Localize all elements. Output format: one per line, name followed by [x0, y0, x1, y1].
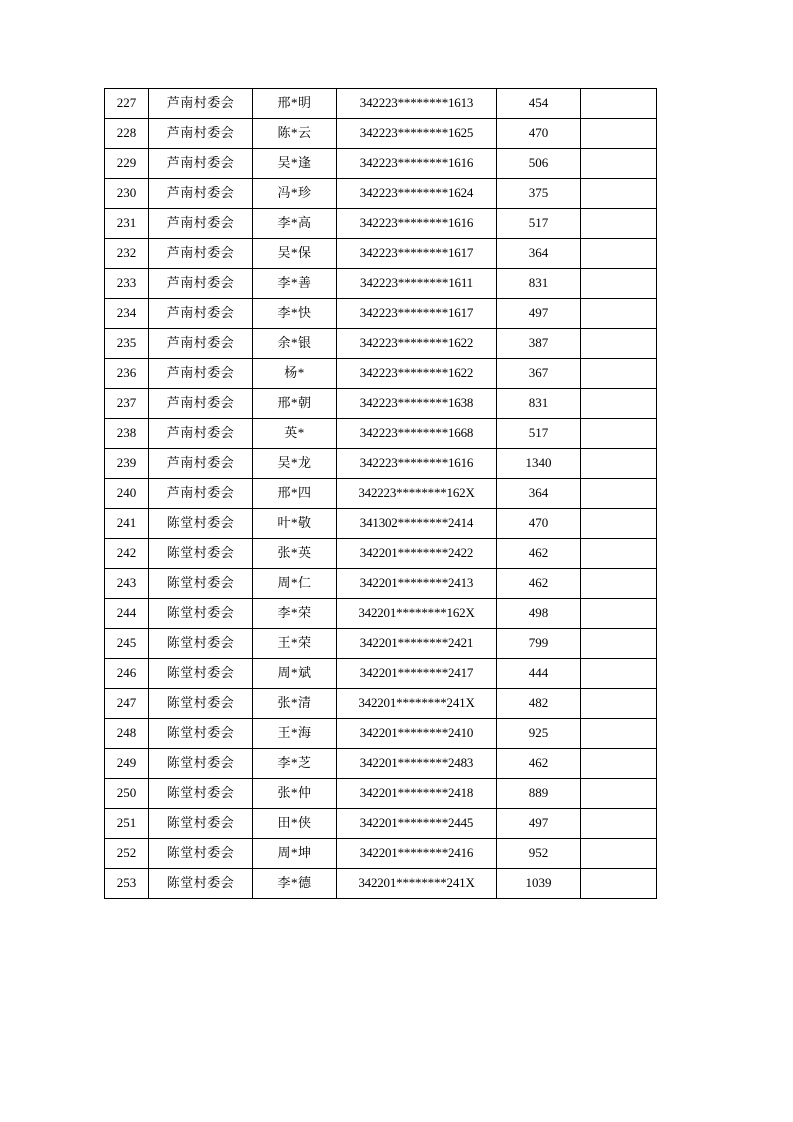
- cell-index: 239: [105, 449, 149, 479]
- table-row: [105, 839, 657, 869]
- cell-id: 341302********2414: [337, 509, 497, 539]
- cell-note: [581, 689, 657, 719]
- cell-org: 陈堂村委会: [149, 689, 253, 719]
- table-row: [105, 389, 657, 419]
- cell-amount: 364: [497, 479, 581, 509]
- cell-amount: 506: [497, 149, 581, 179]
- table-row: [105, 299, 657, 329]
- table-row: [105, 419, 657, 449]
- beneficiary-table: [104, 88, 657, 899]
- cell-index: 252: [105, 839, 149, 869]
- cell-index: 238: [105, 419, 149, 449]
- cell-org: 芦南村委会: [149, 359, 253, 389]
- cell-note: [581, 269, 657, 299]
- cell-name: 张*英: [253, 539, 337, 569]
- cell-name: 王*海: [253, 719, 337, 749]
- beneficiary-table-container: [104, 88, 656, 899]
- cell-org: 陈堂村委会: [149, 749, 253, 779]
- cell-index: 228: [105, 119, 149, 149]
- cell-id: 342223********1616: [337, 149, 497, 179]
- cell-note: [581, 749, 657, 779]
- table-row: [105, 179, 657, 209]
- cell-name: 田*侠: [253, 809, 337, 839]
- cell-amount: 517: [497, 419, 581, 449]
- cell-index: 248: [105, 719, 149, 749]
- cell-id: 342223********1624: [337, 179, 497, 209]
- cell-id: 342201********2483: [337, 749, 497, 779]
- cell-org: 陈堂村委会: [149, 809, 253, 839]
- cell-org: 芦南村委会: [149, 239, 253, 269]
- cell-amount: 367: [497, 359, 581, 389]
- cell-note: [581, 839, 657, 869]
- cell-org: 陈堂村委会: [149, 599, 253, 629]
- cell-name: 李*荣: [253, 599, 337, 629]
- cell-name: 周*坤: [253, 839, 337, 869]
- cell-amount: 831: [497, 269, 581, 299]
- cell-note: [581, 539, 657, 569]
- cell-id: 342201********241X: [337, 689, 497, 719]
- cell-name: 冯*珍: [253, 179, 337, 209]
- cell-org: 芦南村委会: [149, 209, 253, 239]
- cell-index: 247: [105, 689, 149, 719]
- cell-name: 叶*敬: [253, 509, 337, 539]
- cell-org: 陈堂村委会: [149, 629, 253, 659]
- cell-name: 李*高: [253, 209, 337, 239]
- cell-id: 342223********1622: [337, 329, 497, 359]
- cell-id: 342223********1668: [337, 419, 497, 449]
- cell-index: 227: [105, 89, 149, 119]
- cell-note: [581, 599, 657, 629]
- table-body: [105, 89, 657, 899]
- cell-index: 236: [105, 359, 149, 389]
- cell-id: 342201********2413: [337, 569, 497, 599]
- cell-note: [581, 779, 657, 809]
- cell-note: [581, 119, 657, 149]
- table-row: [105, 869, 657, 899]
- cell-name: 李*善: [253, 269, 337, 299]
- cell-org: 芦南村委会: [149, 329, 253, 359]
- cell-id: 342201********2445: [337, 809, 497, 839]
- cell-amount: 925: [497, 719, 581, 749]
- cell-id: 342223********1616: [337, 209, 497, 239]
- cell-index: 229: [105, 149, 149, 179]
- cell-org: 芦南村委会: [149, 299, 253, 329]
- cell-note: [581, 179, 657, 209]
- cell-note: [581, 629, 657, 659]
- cell-amount: 799: [497, 629, 581, 659]
- cell-amount: 470: [497, 509, 581, 539]
- cell-index: 240: [105, 479, 149, 509]
- table-row: [105, 209, 657, 239]
- cell-org: 芦南村委会: [149, 269, 253, 299]
- cell-amount: 517: [497, 209, 581, 239]
- table-row: [105, 689, 657, 719]
- cell-id: 342223********1616: [337, 449, 497, 479]
- cell-name: 张*清: [253, 689, 337, 719]
- cell-index: 250: [105, 779, 149, 809]
- cell-org: 陈堂村委会: [149, 659, 253, 689]
- table-row: [105, 359, 657, 389]
- cell-index: 230: [105, 179, 149, 209]
- cell-name: 陈*云: [253, 119, 337, 149]
- cell-note: [581, 239, 657, 269]
- cell-id: 342201********162X: [337, 599, 497, 629]
- cell-index: 244: [105, 599, 149, 629]
- cell-id: 342223********1617: [337, 299, 497, 329]
- table-row: [105, 329, 657, 359]
- cell-amount: 444: [497, 659, 581, 689]
- cell-amount: 387: [497, 329, 581, 359]
- cell-name: 英*: [253, 419, 337, 449]
- cell-org: 芦南村委会: [149, 389, 253, 419]
- cell-note: [581, 719, 657, 749]
- table-row: [105, 449, 657, 479]
- cell-note: [581, 329, 657, 359]
- cell-id: 342223********1611: [337, 269, 497, 299]
- cell-amount: 831: [497, 389, 581, 419]
- cell-name: 李*快: [253, 299, 337, 329]
- cell-id: 342223********162X: [337, 479, 497, 509]
- cell-amount: 497: [497, 299, 581, 329]
- cell-name: 李*芝: [253, 749, 337, 779]
- cell-id: 342223********1613: [337, 89, 497, 119]
- cell-index: 242: [105, 539, 149, 569]
- table-row: [105, 749, 657, 779]
- table-row: [105, 629, 657, 659]
- cell-id: 342201********2417: [337, 659, 497, 689]
- cell-note: [581, 299, 657, 329]
- table-row: [105, 509, 657, 539]
- cell-org: 陈堂村委会: [149, 719, 253, 749]
- cell-org: 陈堂村委会: [149, 839, 253, 869]
- cell-name: 张*仲: [253, 779, 337, 809]
- cell-id: 342223********1617: [337, 239, 497, 269]
- cell-id: 342201********2416: [337, 839, 497, 869]
- cell-amount: 498: [497, 599, 581, 629]
- cell-org: 陈堂村委会: [149, 779, 253, 809]
- cell-amount: 462: [497, 569, 581, 599]
- table-row: [105, 809, 657, 839]
- cell-index: 246: [105, 659, 149, 689]
- table-row: [105, 659, 657, 689]
- cell-amount: 1039: [497, 869, 581, 899]
- cell-org: 陈堂村委会: [149, 509, 253, 539]
- cell-org: 芦南村委会: [149, 449, 253, 479]
- table-row: [105, 779, 657, 809]
- table-row: [105, 719, 657, 749]
- cell-amount: 889: [497, 779, 581, 809]
- cell-index: 253: [105, 869, 149, 899]
- cell-name: 邢*朝: [253, 389, 337, 419]
- table-row: [105, 569, 657, 599]
- cell-amount: 1340: [497, 449, 581, 479]
- cell-index: 234: [105, 299, 149, 329]
- cell-name: 周*仁: [253, 569, 337, 599]
- cell-org: 陈堂村委会: [149, 869, 253, 899]
- cell-id: 342223********1622: [337, 359, 497, 389]
- cell-amount: 462: [497, 539, 581, 569]
- cell-note: [581, 449, 657, 479]
- cell-index: 235: [105, 329, 149, 359]
- cell-amount: 454: [497, 89, 581, 119]
- cell-id: 342201********2422: [337, 539, 497, 569]
- cell-index: 232: [105, 239, 149, 269]
- cell-amount: 482: [497, 689, 581, 719]
- cell-org: 芦南村委会: [149, 179, 253, 209]
- table-row: [105, 149, 657, 179]
- cell-name: 李*德: [253, 869, 337, 899]
- table-row: [105, 89, 657, 119]
- cell-note: [581, 809, 657, 839]
- cell-org: 陈堂村委会: [149, 569, 253, 599]
- cell-amount: 497: [497, 809, 581, 839]
- cell-name: 吴*逢: [253, 149, 337, 179]
- cell-index: 243: [105, 569, 149, 599]
- cell-note: [581, 419, 657, 449]
- cell-id: 342201********2421: [337, 629, 497, 659]
- cell-name: 邢*明: [253, 89, 337, 119]
- cell-note: [581, 509, 657, 539]
- cell-note: [581, 389, 657, 419]
- cell-org: 芦南村委会: [149, 479, 253, 509]
- cell-id: 342223********1625: [337, 119, 497, 149]
- cell-name: 王*荣: [253, 629, 337, 659]
- cell-org: 芦南村委会: [149, 89, 253, 119]
- cell-org: 芦南村委会: [149, 419, 253, 449]
- cell-amount: 375: [497, 179, 581, 209]
- cell-id: 342201********241X: [337, 869, 497, 899]
- cell-org: 芦南村委会: [149, 119, 253, 149]
- table-row: [105, 539, 657, 569]
- cell-index: 237: [105, 389, 149, 419]
- cell-index: 249: [105, 749, 149, 779]
- cell-index: 233: [105, 269, 149, 299]
- cell-amount: 364: [497, 239, 581, 269]
- cell-index: 231: [105, 209, 149, 239]
- cell-org: 陈堂村委会: [149, 539, 253, 569]
- table-row: [105, 599, 657, 629]
- table-row: [105, 479, 657, 509]
- cell-index: 245: [105, 629, 149, 659]
- cell-name: 吴*保: [253, 239, 337, 269]
- cell-note: [581, 659, 657, 689]
- cell-note: [581, 209, 657, 239]
- cell-id: 342223********1638: [337, 389, 497, 419]
- cell-name: 周*斌: [253, 659, 337, 689]
- cell-name: 杨*: [253, 359, 337, 389]
- cell-index: 241: [105, 509, 149, 539]
- table-row: [105, 239, 657, 269]
- table-row: [105, 119, 657, 149]
- cell-name: 吴*龙: [253, 449, 337, 479]
- cell-id: 342201********2410: [337, 719, 497, 749]
- cell-note: [581, 569, 657, 599]
- cell-note: [581, 869, 657, 899]
- cell-org: 芦南村委会: [149, 149, 253, 179]
- cell-name: 邢*四: [253, 479, 337, 509]
- cell-note: [581, 149, 657, 179]
- cell-note: [581, 359, 657, 389]
- cell-amount: 462: [497, 749, 581, 779]
- cell-note: [581, 479, 657, 509]
- cell-id: 342201********2418: [337, 779, 497, 809]
- table-row: [105, 269, 657, 299]
- cell-note: [581, 89, 657, 119]
- cell-index: 251: [105, 809, 149, 839]
- cell-name: 余*银: [253, 329, 337, 359]
- cell-amount: 470: [497, 119, 581, 149]
- cell-amount: 952: [497, 839, 581, 869]
